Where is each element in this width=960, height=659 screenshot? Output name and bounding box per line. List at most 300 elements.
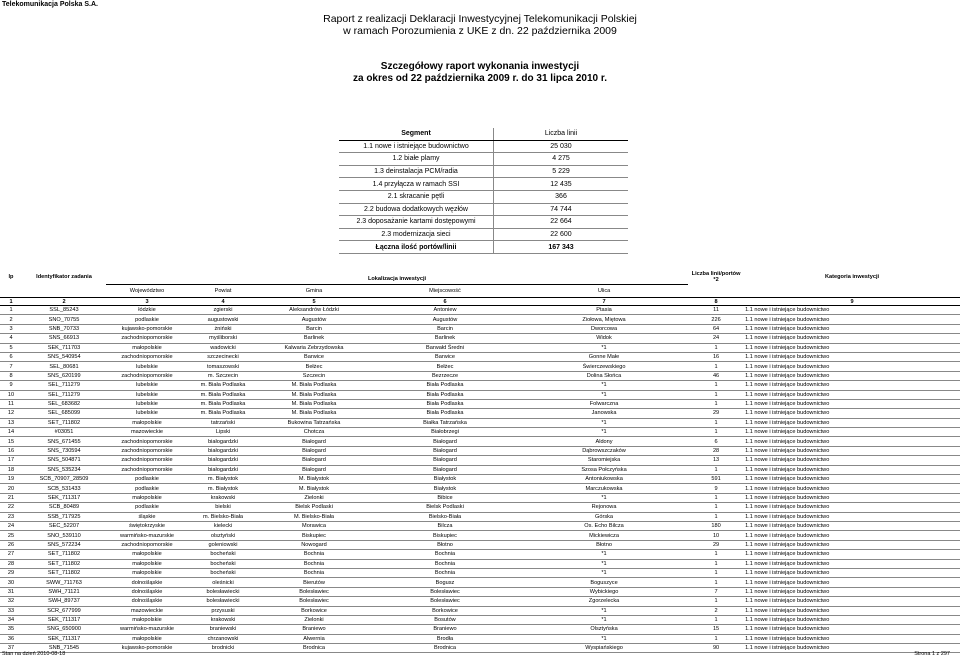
row-county: żniński	[188, 324, 258, 333]
row-locality: Antoniew	[370, 306, 520, 315]
segment-name: 2.3 modernizacja sieci	[339, 228, 494, 241]
row-line-count: 10	[688, 531, 744, 540]
row-voivodeship: zachodniopomorskie	[106, 446, 188, 455]
row-task-id: SSL_85243	[22, 306, 106, 315]
table-row	[0, 352, 960, 361]
row-line-count: 1	[688, 343, 744, 352]
column-number: 3	[106, 298, 188, 306]
segment-summary-table	[339, 128, 628, 254]
row-voivodeship: lubelskie	[106, 390, 188, 399]
row-commune: Aleksandrów Łódzki	[258, 306, 370, 315]
row-locality: Bochnia	[370, 568, 520, 577]
table-row	[0, 634, 960, 643]
row-locality: Bibice	[370, 493, 520, 502]
row-category: 1.1 nowe i istniejące budownictwo	[744, 324, 960, 333]
table-row	[0, 334, 960, 343]
row-category: 1.1 nowe i istniejące budownictwo	[744, 540, 960, 549]
row-county: białogardzki	[188, 456, 258, 465]
row-locality: Biała Podlaska	[370, 409, 520, 418]
row-commune: M. Białystok	[258, 484, 370, 493]
row-category: 1.1 nowe i istniejące budownictwo	[744, 315, 960, 324]
row-category: 1.1 nowe i istniejące budownictwo	[744, 587, 960, 596]
row-street: Os. Echo Bilcza	[520, 521, 688, 530]
row-lp: 34	[0, 615, 22, 624]
row-line-count: 1	[688, 578, 744, 587]
row-county: wadowicki	[188, 343, 258, 352]
row-county: bocheński	[188, 568, 258, 577]
row-category: 1.1 nowe i istniejące budownictwo	[744, 634, 960, 643]
row-category: 1.1 nowe i istniejące budownictwo	[744, 550, 960, 559]
voivodeship-header: Województwo	[129, 288, 165, 294]
row-line-count: 1	[688, 597, 744, 606]
row-task-id: SEK_711317	[22, 615, 106, 624]
row-lp: 17	[0, 456, 22, 465]
table-row	[0, 597, 960, 606]
row-task-id: SET_711802	[22, 418, 106, 427]
row-street: Dworcowa	[520, 324, 688, 333]
row-locality: Borkowice	[370, 606, 520, 615]
row-category: 1.1 nowe i istniejące budownictwo	[744, 352, 960, 361]
row-locality: Białogard	[370, 456, 520, 465]
segment-total-row	[339, 241, 628, 254]
row-voivodeship: dolnośląskie	[106, 587, 188, 596]
row-lp: 1	[0, 306, 22, 315]
row-voivodeship: małopolskie	[106, 493, 188, 502]
row-locality: Białobrzegi	[370, 428, 520, 437]
row-voivodeship: śląskie	[106, 512, 188, 521]
table-row	[0, 390, 960, 399]
row-street: Świerczewskiego	[520, 362, 688, 371]
row-locality: Bochnia	[370, 550, 520, 559]
row-line-count: 28	[688, 446, 744, 455]
segment-row	[339, 228, 628, 241]
row-category: 1.1 nowe i istniejące budownictwo	[744, 334, 960, 343]
segment-line-count: 12 435	[494, 178, 629, 191]
table-row	[0, 399, 960, 408]
row-locality: Brodła	[370, 634, 520, 643]
segment-row	[339, 178, 628, 191]
row-category: 1.1 nowe i istniejące budownictwo	[744, 428, 960, 437]
table-row	[0, 484, 960, 493]
row-task-id: SNB_71545	[22, 644, 106, 653]
row-street: *1	[520, 493, 688, 502]
row-line-count: 1	[688, 390, 744, 399]
row-county: szczecinecki	[188, 352, 258, 361]
table-row	[0, 437, 960, 446]
table-row	[0, 381, 960, 390]
row-lp: 23	[0, 512, 22, 521]
row-lp: 10	[0, 390, 22, 399]
row-lp: 2	[0, 315, 22, 324]
row-commune: Bielsk Podlaski	[258, 503, 370, 512]
row-task-id: SEL_80681	[22, 362, 106, 371]
row-commune: Bolesławiec	[258, 597, 370, 606]
row-street: Zgorzelecka	[520, 597, 688, 606]
table-row	[0, 559, 960, 568]
row-category: 1.1 nowe i istniejące budownictwo	[744, 362, 960, 371]
row-county: przysuski	[188, 606, 258, 615]
row-locality: Bogusz	[370, 578, 520, 587]
row-task-id: SWH_89737	[22, 597, 106, 606]
row-county: Lipski	[188, 428, 258, 437]
row-commune: M. Biała Podlaska	[258, 399, 370, 408]
row-commune: Szczecin	[258, 371, 370, 380]
column-number: 6	[370, 298, 520, 306]
row-locality: Bełżec	[370, 362, 520, 371]
row-commune: Biskupiec	[258, 531, 370, 540]
row-task-id: SCR_677999	[22, 606, 106, 615]
row-line-count: 13	[688, 456, 744, 465]
row-lp: 32	[0, 597, 22, 606]
row-line-count: 226	[688, 315, 744, 324]
row-voivodeship: małopolskie	[106, 568, 188, 577]
row-task-id: SNS_540954	[22, 352, 106, 361]
row-voivodeship: podlaskie	[106, 484, 188, 493]
row-line-count: 11	[688, 306, 744, 315]
row-street: *1	[520, 418, 688, 427]
row-commune: Chotcza	[258, 428, 370, 437]
row-lp: 20	[0, 484, 22, 493]
table-row	[0, 606, 960, 615]
segment-row	[339, 153, 628, 166]
row-street: Rejonowa	[520, 503, 688, 512]
row-street: Górska	[520, 512, 688, 521]
row-commune: Białogard	[258, 456, 370, 465]
row-lp: 31	[0, 587, 22, 596]
column-number: 8	[688, 298, 744, 306]
row-line-count: 1	[688, 550, 744, 559]
row-category: 1.1 nowe i istniejące budownictwo	[744, 371, 960, 380]
row-locality: Augustów	[370, 315, 520, 324]
row-task-id: SNG_650900	[22, 625, 106, 634]
table-row	[0, 315, 960, 324]
row-commune: Alwernia	[258, 634, 370, 643]
row-locality: Białogard	[370, 465, 520, 474]
row-street: Dolina Słońca	[520, 371, 688, 380]
row-street: Szosa Połczyńska	[520, 465, 688, 474]
row-county: m. Biała Podlaska	[188, 381, 258, 390]
row-street: Boguszyce	[520, 578, 688, 587]
row-county: m. Biała Podlaska	[188, 399, 258, 408]
row-street: Ziołowa, Miętowa	[520, 315, 688, 324]
row-voivodeship: świętokrzyskie	[106, 521, 188, 530]
row-county: braniewski	[188, 625, 258, 634]
row-commune: Kalwaria Zebrzydowska	[258, 343, 370, 352]
row-task-id: SNS_671455	[22, 437, 106, 446]
row-county: m. Białystok	[188, 484, 258, 493]
row-street: *1	[520, 428, 688, 437]
row-task-id: SNO_70755	[22, 315, 106, 324]
row-locality: Biała Podlaska	[370, 390, 520, 399]
row-street: *1	[520, 550, 688, 559]
row-task-id: SEL_711279	[22, 381, 106, 390]
row-task-id: SEK_711703	[22, 343, 106, 352]
row-category: 1.1 nowe i istniejące budownictwo	[744, 625, 960, 634]
row-category: 1.1 nowe i istniejące budownictwo	[744, 578, 960, 587]
row-category: 1.1 nowe i istniejące budownictwo	[744, 531, 960, 540]
row-commune: Zielonki	[258, 615, 370, 624]
row-category: 1.1 nowe i istniejące budownictwo	[744, 465, 960, 474]
row-county: tatrzański	[188, 418, 258, 427]
row-county: oleśnicki	[188, 578, 258, 587]
row-category: 1.1 nowe i istniejące budownictwo	[744, 493, 960, 502]
row-street: Wyspiańskiego	[520, 644, 688, 653]
segment-name: 2.2 budowa dodatkowych węzłów	[339, 203, 494, 216]
row-task-id: SEC_52207	[22, 521, 106, 530]
segment-name: 1.3 deinstalacja PCM/radia	[339, 165, 494, 178]
row-county: zgierski	[188, 306, 258, 315]
row-locality: Braniewo	[370, 625, 520, 634]
row-task-id: SET_711802	[22, 550, 106, 559]
segment-row	[339, 165, 628, 178]
row-county: białogardzki	[188, 437, 258, 446]
row-voivodeship: kujawsko-pomorskie	[106, 324, 188, 333]
total-line-count: 167 343	[494, 241, 629, 254]
locality-header: Miejscowość	[429, 288, 461, 294]
row-task-id: SSB_717925	[22, 512, 106, 521]
table-row	[0, 531, 960, 540]
row-county: kielecki	[188, 521, 258, 530]
row-voivodeship: warmińsko-mazurskie	[106, 531, 188, 540]
row-county: bolesławiecki	[188, 597, 258, 606]
column-number: 4	[188, 298, 258, 306]
row-line-count: 1	[688, 428, 744, 437]
row-category: 1.1 nowe i istniejące budownictwo	[744, 475, 960, 484]
column-number: 5	[258, 298, 370, 306]
table-row	[0, 644, 960, 653]
row-street: Gonne Małe	[520, 352, 688, 361]
row-commune: Bierutów	[258, 578, 370, 587]
row-street: Mickiewicza	[520, 531, 688, 540]
table-row	[0, 550, 960, 559]
segment-name: 2.1 skracanie pętli	[339, 190, 494, 203]
row-county: bielski	[188, 503, 258, 512]
row-voivodeship: mazowieckie	[106, 606, 188, 615]
page-number: Strona 1 z 297	[914, 651, 950, 657]
row-line-count: 1	[688, 381, 744, 390]
county-header: Powiat	[214, 288, 232, 294]
row-lp: 35	[0, 625, 22, 634]
row-street: Janowska	[520, 409, 688, 418]
column-number: 9	[744, 298, 960, 306]
row-voivodeship: małopolskie	[106, 559, 188, 568]
table-row	[0, 456, 960, 465]
row-task-id: SNS_66913	[22, 334, 106, 343]
table-row	[0, 615, 960, 624]
report-title	[0, 13, 960, 37]
row-street: Aldony	[520, 437, 688, 446]
row-line-count: 1	[688, 399, 744, 408]
row-locality: Barwałd Średni	[370, 343, 520, 352]
row-lp: 4	[0, 334, 22, 343]
segment-line-count: 5 229	[494, 165, 629, 178]
row-county: chrzanowski	[188, 634, 258, 643]
row-commune: Braniewo	[258, 625, 370, 634]
row-voivodeship: podlaskie	[106, 315, 188, 324]
row-line-count: 7	[688, 587, 744, 596]
segment-row	[339, 203, 628, 216]
row-street: *1	[520, 390, 688, 399]
segment-row	[339, 140, 628, 153]
row-task-id: SEL_683682	[22, 399, 106, 408]
row-task-id: SEK_711317	[22, 493, 106, 502]
company-name: Telekomunikacja Polska S.A.	[2, 1, 98, 8]
row-task-id: SWH_71121	[22, 587, 106, 596]
row-street: *1	[520, 634, 688, 643]
row-county: bolesławiecki	[188, 587, 258, 596]
row-lp: 5	[0, 343, 22, 352]
row-line-count: 6	[688, 437, 744, 446]
table-row	[0, 362, 960, 371]
row-commune: Barcin	[258, 324, 370, 333]
row-lp: 37	[0, 644, 22, 653]
column-number-row	[0, 298, 960, 306]
row-street: Błotno	[520, 540, 688, 549]
row-line-count: 1	[688, 493, 744, 502]
lp-header: lp	[8, 273, 14, 280]
row-locality: Białogard	[370, 437, 520, 446]
total-label: Łączna ilość portów/linii	[339, 241, 494, 254]
row-line-count: 29	[688, 540, 744, 549]
row-task-id: SET_711802	[22, 568, 106, 577]
row-commune: Barwice	[258, 352, 370, 361]
row-commune: M. Bielsko-Biała	[258, 512, 370, 521]
row-task-id: SNO_539110	[22, 531, 106, 540]
row-lp: 11	[0, 399, 22, 408]
table-row	[0, 503, 960, 512]
row-voivodeship: zachodniopomorskie	[106, 352, 188, 361]
row-street: *1	[520, 568, 688, 577]
row-county: m. Białystok	[188, 475, 258, 484]
row-voivodeship: zachodniopomorskie	[106, 437, 188, 446]
row-street: *1	[520, 559, 688, 568]
segment-row	[339, 216, 628, 229]
row-task-id: SNS_535234	[22, 465, 106, 474]
table-row	[0, 512, 960, 521]
row-commune: Bolesławiec	[258, 587, 370, 596]
row-task-id: SWW_711763	[22, 578, 106, 587]
row-commune: Nowogard	[258, 540, 370, 549]
row-county: tomaszowski	[188, 362, 258, 371]
row-voivodeship: warmińsko-mazurskie	[106, 625, 188, 634]
table-row	[0, 371, 960, 380]
row-line-count: 64	[688, 324, 744, 333]
row-commune: Barlinek	[258, 334, 370, 343]
row-street: *1	[520, 615, 688, 624]
row-line-count: 1	[688, 512, 744, 521]
row-locality: Białystok	[370, 484, 520, 493]
row-county: krakowski	[188, 493, 258, 502]
row-street: *1	[520, 606, 688, 615]
row-street: Olsztyńska	[520, 625, 688, 634]
row-county: m. Szczecin	[188, 371, 258, 380]
row-line-count: 1	[688, 418, 744, 427]
row-commune: Bełżec	[258, 362, 370, 371]
row-county: brodnicki	[188, 644, 258, 653]
commune-header: Gmina	[305, 288, 323, 294]
row-locality: Bolesławiec	[370, 587, 520, 596]
row-line-count: 15	[688, 625, 744, 634]
row-locality: Brodnica	[370, 644, 520, 653]
row-lp: 13	[0, 418, 22, 427]
row-category: 1.1 nowe i istniejące budownictwo	[744, 559, 960, 568]
investment-detail-table	[0, 256, 960, 653]
row-task-id: SET_711802	[22, 559, 106, 568]
row-lp: 28	[0, 559, 22, 568]
row-task-id: SCB_80489	[22, 503, 106, 512]
row-commune: Zielonki	[258, 493, 370, 502]
row-county: m. Bielsko-Biała	[188, 512, 258, 521]
report-date: Stan na dzień 2010-08-18	[2, 651, 66, 657]
table-row	[0, 428, 960, 437]
row-locality: Biała Podlaska	[370, 381, 520, 390]
row-voivodeship: podlaskie	[106, 475, 188, 484]
segment-line-count: 22 664	[494, 216, 629, 229]
row-task-id: SNS_730594	[22, 446, 106, 455]
row-voivodeship: lubelskie	[106, 381, 188, 390]
row-county: augustowski	[188, 315, 258, 324]
row-category: 1.1 nowe i istniejące budownictwo	[744, 437, 960, 446]
row-locality: Bochnia	[370, 559, 520, 568]
row-locality: Bielsko-Biała	[370, 512, 520, 521]
row-lp: 3	[0, 324, 22, 333]
row-locality: Bilcza	[370, 521, 520, 530]
row-voivodeship: dolnośląskie	[106, 578, 188, 587]
row-category: 1.1 nowe i istniejące budownictwo	[744, 390, 960, 399]
row-street: Staromiejska	[520, 456, 688, 465]
table-row	[0, 587, 960, 596]
table-row	[0, 446, 960, 455]
row-category: 1.1 nowe i istniejące budownictwo	[744, 446, 960, 455]
row-county: białogardzki	[188, 446, 258, 455]
row-county: olsztyński	[188, 531, 258, 540]
row-task-id: #03051	[22, 428, 106, 437]
row-category: 1.1 nowe i istniejące budownictwo	[744, 644, 960, 653]
row-category: 1.1 nowe i istniejące budownictwo	[744, 456, 960, 465]
row-category: 1.1 nowe i istniejące budownictwo	[744, 521, 960, 530]
row-street: Folwarczna	[520, 399, 688, 408]
row-category: 1.1 nowe i istniejące budownictwo	[744, 512, 960, 521]
row-lp: 36	[0, 634, 22, 643]
table-row	[0, 521, 960, 530]
segment-header: Segment	[339, 128, 494, 140]
row-street: Widok	[520, 334, 688, 343]
row-line-count: 1	[688, 465, 744, 474]
row-locality: Biała Podlaska	[370, 399, 520, 408]
row-county: bocheński	[188, 550, 258, 559]
segment-line-count: 25 030	[494, 140, 629, 153]
row-lp: 7	[0, 362, 22, 371]
row-voivodeship: małopolskie	[106, 615, 188, 624]
row-lp: 15	[0, 437, 22, 446]
segment-line-count: 366	[494, 190, 629, 203]
row-task-id: SCB_531433	[22, 484, 106, 493]
row-locality: Białystok	[370, 475, 520, 484]
row-commune: Borkowice	[258, 606, 370, 615]
row-voivodeship: lubelskie	[106, 399, 188, 408]
row-category: 1.1 nowe i istniejące budownictwo	[744, 615, 960, 624]
row-street: *1	[520, 343, 688, 352]
row-lp: 14	[0, 428, 22, 437]
row-line-count: 46	[688, 371, 744, 380]
row-locality: Bolesławiec	[370, 597, 520, 606]
row-commune: Białogard	[258, 446, 370, 455]
row-task-id: SNS_572234	[22, 540, 106, 549]
row-lp: 8	[0, 371, 22, 380]
row-lp: 18	[0, 465, 22, 474]
location-header: Lokalizacja inwestycji	[106, 256, 688, 285]
row-commune: Brodnica	[258, 644, 370, 653]
